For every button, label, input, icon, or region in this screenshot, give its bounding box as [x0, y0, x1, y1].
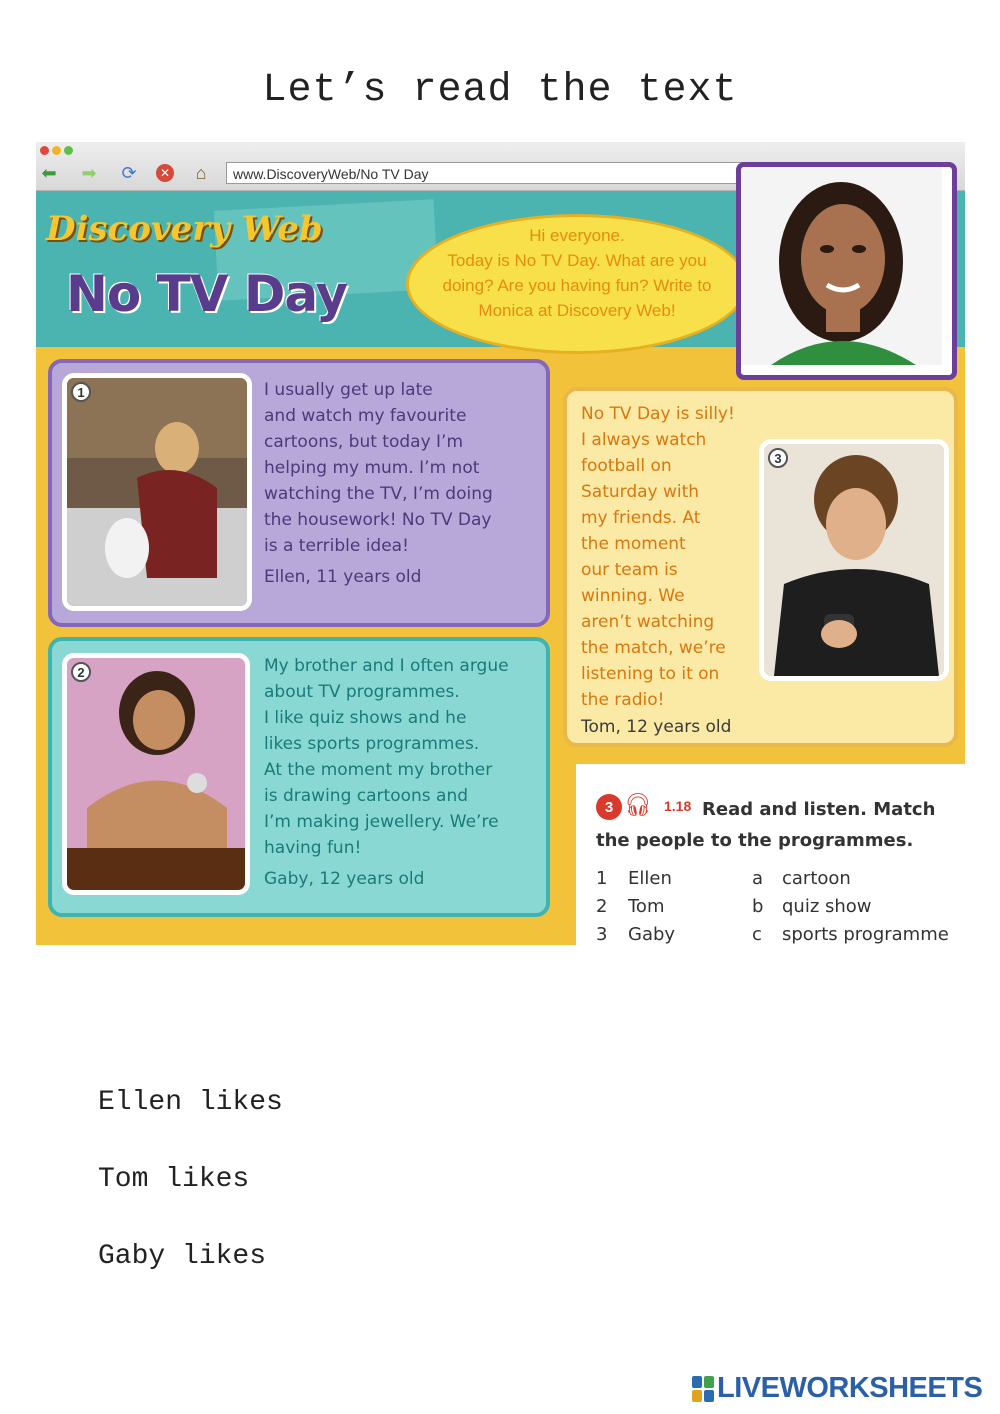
- person-name: Gaby: [628, 924, 676, 945]
- post-author: Gaby, 12 years old: [264, 869, 425, 889]
- post-text: My brother and I often argue about TV programmes. I like quiz shows and he likes sports programmes. At the moment my brother is drawing cartoons and I’m making jewellery. We’re having fun!: [264, 656, 509, 858]
- post-text: No TV Day is silly! I always watch football on Saturday with my friends. At the moment our team is winning. We aren’t watching the match, we’re listening to it on the radio!: [581, 404, 735, 710]
- back-arrow-icon[interactable]: ⬅: [41, 162, 57, 183]
- liveworksheets-logo: [692, 1372, 982, 1405]
- speech-bubble-text: Hi everyone. Today is No TV Day. What are you doing? Are you having fun? Write to Monica at Discovery Web!: [442, 226, 712, 320]
- forward-arrow-icon[interactable]: ➡: [81, 162, 97, 183]
- monica-photo: [736, 162, 957, 380]
- post-text: I usually get up late and watch my favourite cartoons, but today I’m helping my mum. I’m not watching the TV, I’m doing the housework! No TV Day is a terrible idea!: [264, 380, 493, 556]
- minimize-dot: [52, 146, 61, 155]
- girl-jewellery-image: [67, 658, 245, 890]
- programme-name: cartoon: [782, 868, 851, 889]
- answer-line-gaby: Gaby likes: [98, 1241, 267, 1272]
- headphones-icon: 🎧︎: [624, 792, 652, 817]
- girl-dishwasher-image: [67, 378, 247, 606]
- boy-radio-image: [764, 444, 944, 676]
- address-bar[interactable]: www.DiscoveryWeb/No TV Day: [226, 162, 936, 184]
- girl-portrait-image: [741, 167, 942, 365]
- programme-letter: b: [752, 896, 764, 917]
- programme-letter: a: [752, 868, 764, 889]
- speech-bubble: [406, 214, 748, 354]
- answer-line-tom: Tom likes: [98, 1164, 250, 1195]
- post-gaby: [48, 637, 550, 917]
- programme-name: quiz show: [782, 896, 872, 917]
- gaby-photo: [62, 653, 250, 895]
- answer-line-ellen: Ellen likes: [98, 1087, 283, 1118]
- post-number-badge: 1: [71, 382, 91, 402]
- post-author: Tom, 12 years old: [581, 717, 732, 737]
- audio-track-number: 1.18: [664, 798, 692, 814]
- home-icon[interactable]: ⌂: [195, 162, 207, 183]
- stop-icon[interactable]: ✕: [156, 164, 174, 182]
- post-ellen: [48, 359, 550, 627]
- person-number: 2: [596, 896, 608, 917]
- programme-name: sports programme: [782, 924, 949, 945]
- person-number: 3: [596, 924, 608, 945]
- post-number-badge: 3: [768, 448, 788, 468]
- tom-photo: [759, 439, 949, 681]
- logo-text: LIVEWORKSHEETS: [717, 1372, 983, 1404]
- post-author: Ellen, 11 years old: [264, 567, 422, 587]
- post-number-badge: 2: [71, 662, 91, 682]
- worksheet-heading: Let’s read the text: [262, 68, 738, 113]
- logo-mark-icon: [692, 1376, 714, 1402]
- post-tom: [563, 387, 958, 747]
- ellen-photo: [62, 373, 252, 611]
- textbook-page: [36, 142, 965, 945]
- programme-letter: c: [752, 924, 762, 945]
- person-number: 1: [596, 868, 608, 889]
- page-title: No TV Day: [66, 265, 348, 323]
- close-dot: [40, 146, 49, 155]
- refresh-icon[interactable]: ⟳: [121, 162, 137, 183]
- site-logo: Discovery Web: [46, 209, 323, 249]
- exercise-number-badge: 3: [596, 794, 622, 820]
- exercise-instruction: Read and listen. Match the people to the programmes.: [596, 799, 936, 851]
- maximize-dot: [64, 146, 73, 155]
- person-name: Ellen: [628, 868, 672, 889]
- person-name: Tom: [628, 896, 665, 917]
- exercise-box: [576, 764, 965, 945]
